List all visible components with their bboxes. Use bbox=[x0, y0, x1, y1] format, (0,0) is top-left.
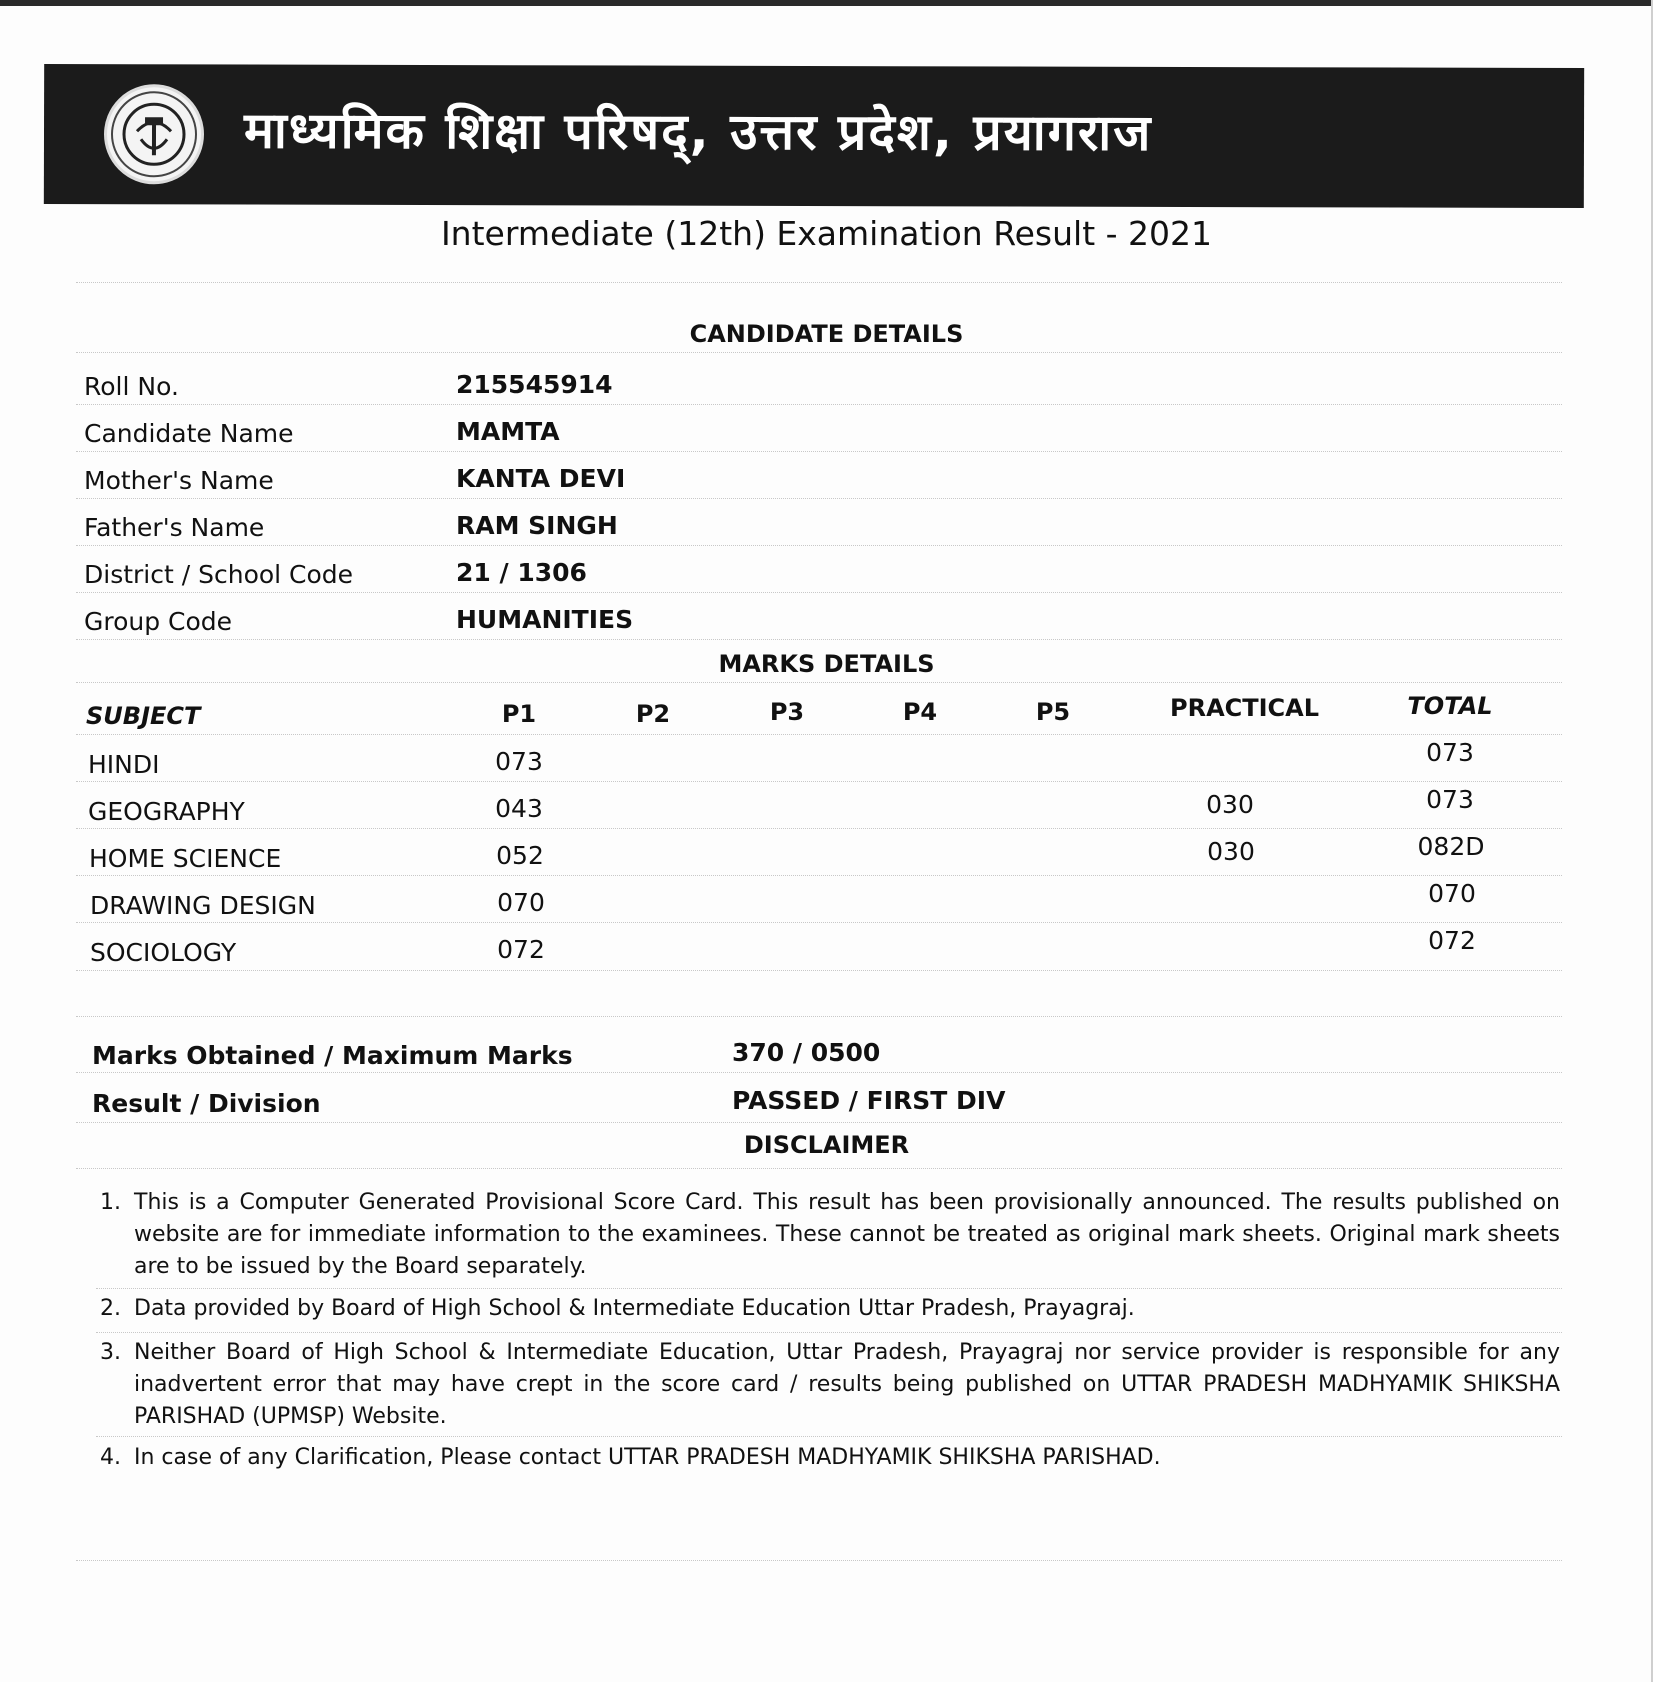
col-p3: P3 bbox=[769, 698, 805, 726]
practical-cell: 030 bbox=[1206, 790, 1254, 819]
col-practical: PRACTICAL bbox=[1170, 694, 1320, 722]
divider bbox=[76, 639, 1562, 640]
father-name-value: RAM SINGH bbox=[456, 511, 618, 540]
header-banner bbox=[44, 64, 1584, 208]
divider bbox=[96, 1332, 1562, 1333]
practical-cell: 030 bbox=[1207, 837, 1255, 866]
divider bbox=[76, 498, 1562, 499]
col-subject: SUBJECT bbox=[86, 702, 201, 730]
list-item bbox=[100, 1293, 1560, 1325]
divider bbox=[76, 922, 1562, 923]
total-cell: 073 bbox=[1426, 785, 1474, 814]
divider bbox=[96, 1288, 1562, 1289]
p1-cell: 052 bbox=[496, 841, 544, 870]
board-name-hindi: माध्यमिक शिक्षा परिषद्, उत्तर प्रदेश, प्रयागराज bbox=[243, 101, 1153, 162]
col-total: TOTAL bbox=[1407, 692, 1493, 720]
divider bbox=[76, 682, 1562, 683]
divider bbox=[76, 970, 1562, 971]
col-p4: P4 bbox=[902, 698, 938, 726]
marks-details-heading: MARKS DETAILS bbox=[718, 650, 935, 678]
subject-cell: HINDI bbox=[88, 750, 160, 779]
disclaimer-text: In case of any Clarification, Please contact UTTAR PRADESH MADHYAMIK SHIKSHA PARISHAD. bbox=[134, 1445, 1161, 1470]
divider bbox=[76, 404, 1562, 405]
district-school-code-value: 21 / 1306 bbox=[456, 558, 587, 587]
divider bbox=[76, 592, 1562, 593]
disclaimer-text: Data provided by Board of High School & Intermediate Education Uttar Pradesh, Prayagraj. bbox=[134, 1296, 1135, 1321]
group-code-value: HUMANITIES bbox=[456, 605, 634, 634]
disclaimer-number: 4. bbox=[100, 1445, 121, 1470]
disclaimer-number: 1. bbox=[100, 1190, 121, 1215]
subject-cell: DRAWING DESIGN bbox=[90, 891, 316, 920]
marks-obtained-value: 370 / 0500 bbox=[732, 1038, 881, 1067]
total-cell: 073 bbox=[1426, 738, 1474, 767]
total-cell: 082D bbox=[1417, 832, 1485, 861]
divider bbox=[76, 282, 1562, 283]
subject-cell: HOME SCIENCE bbox=[89, 844, 282, 873]
total-cell: 070 bbox=[1428, 879, 1476, 908]
disclaimer-number: 3. bbox=[100, 1340, 121, 1365]
divider bbox=[76, 1072, 1562, 1073]
p1-cell: 070 bbox=[497, 888, 545, 917]
disclaimer-number: 2. bbox=[100, 1296, 121, 1321]
col-p5: P5 bbox=[1035, 698, 1071, 726]
roll-no-label: Roll No. bbox=[84, 372, 179, 401]
divider bbox=[76, 828, 1562, 829]
seal-emblem-icon bbox=[107, 87, 201, 181]
divider bbox=[76, 1168, 1562, 1169]
mother-name-value: KANTA DEVI bbox=[456, 464, 626, 493]
result-division-label: Result / Division bbox=[92, 1089, 321, 1118]
divider bbox=[76, 545, 1562, 546]
result-division-value: PASSED / FIRST DIV bbox=[732, 1086, 1006, 1115]
page-top-edge bbox=[0, 0, 1653, 6]
divider bbox=[76, 352, 1562, 353]
district-school-code-label: District / School Code bbox=[84, 560, 354, 589]
list-item bbox=[100, 1337, 1560, 1433]
board-seal-logo bbox=[104, 84, 204, 184]
divider bbox=[76, 1016, 1562, 1017]
candidate-name-value: MAMTA bbox=[456, 417, 560, 446]
disclaimer-text: This is a Computer Generated Provisional Score Card. This result has been provisionally announced. The results published on website are for immediate information to the examinees. These cannot be treated as original mark sheets. Original mark sheets are to be issued by the Board separately. bbox=[134, 1190, 1560, 1279]
divider bbox=[76, 451, 1562, 452]
divider bbox=[76, 875, 1562, 876]
p1-cell: 043 bbox=[495, 794, 543, 823]
marks-obtained-label: Marks Obtained / Maximum Marks bbox=[92, 1041, 573, 1070]
divider bbox=[76, 1122, 1562, 1123]
divider bbox=[76, 734, 1562, 735]
candidate-name-label: Candidate Name bbox=[84, 419, 294, 448]
col-p1: P1 bbox=[501, 700, 537, 728]
p1-cell: 073 bbox=[495, 747, 543, 776]
disclaimer-heading: DISCLAIMER bbox=[743, 1131, 910, 1159]
p1-cell: 072 bbox=[497, 935, 545, 964]
subject-cell: GEOGRAPHY bbox=[88, 797, 245, 826]
total-cell: 072 bbox=[1428, 926, 1476, 955]
exam-title: Intermediate (12th) Examination Result - 2021 bbox=[440, 214, 1213, 253]
divider bbox=[76, 781, 1562, 782]
subject-cell: SOCIOLOGY bbox=[90, 938, 237, 967]
group-code-label: Group Code bbox=[84, 607, 233, 636]
candidate-details-heading: CANDIDATE DETAILS bbox=[689, 320, 964, 348]
list-item bbox=[100, 1187, 1560, 1283]
divider bbox=[76, 1560, 1562, 1561]
roll-no-value: 215545914 bbox=[456, 370, 613, 399]
col-p2: P2 bbox=[635, 700, 671, 728]
mother-name-label: Mother's Name bbox=[84, 466, 274, 495]
disclaimer-text: Neither Board of High School & Intermediate Education, Uttar Pradesh, Prayagraj nor service provider is responsible for any inadvertent error that may have crept in the score card / results being published on UTTAR PRADESH MADHYAMIK SHIKSHA PARISHAD (UPMSP) Website. bbox=[134, 1340, 1560, 1429]
list-item bbox=[100, 1442, 1560, 1474]
father-name-label: Father's Name bbox=[84, 513, 265, 542]
divider bbox=[96, 1436, 1562, 1437]
